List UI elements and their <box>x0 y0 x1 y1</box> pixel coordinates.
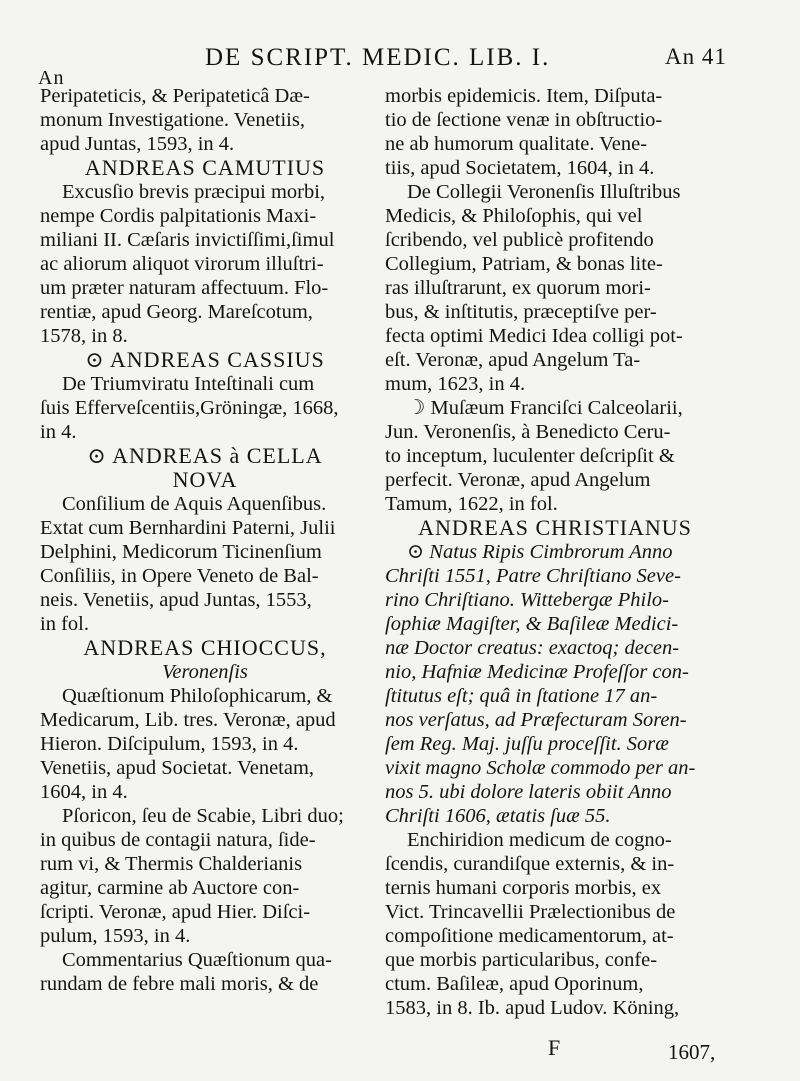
text-line: Vict. Trincavellii Prælectionibus de <box>385 901 676 923</box>
text-line: ſophiæ Magiſter, & Baſileæ Medici- <box>385 613 679 635</box>
running-head-title: DE SCRIPT. MEDIC. LIB. I. <box>205 44 551 71</box>
text-line: mum, 1623, in 4. <box>385 373 526 395</box>
text-line: Enchiridion medicum de cogno- <box>407 829 672 851</box>
text-line: Commentarius Quæſtionum qua- <box>62 949 332 971</box>
text-line: Excusſio brevis præcipui morbi, <box>62 181 326 203</box>
text-line: Conſiliis, in Opere Veneto de Bal- <box>40 565 319 587</box>
text-line: Medicarum, Lib. tres. Veronæ, apud <box>40 709 336 731</box>
text-line: næ Doctor creatus: exactoq; decen- <box>385 637 680 659</box>
text-line: monum Investigatione. Venetiis, <box>40 109 305 131</box>
text-line: vixit magno Scholæ commodo per an- <box>385 757 696 779</box>
author-heading: ANDREAS CHIOCCUS, <box>83 635 327 660</box>
text-line: um præter naturam affectuum. Flo- <box>40 277 329 299</box>
text-line: Conſilium de Aquis Aquenſibus. <box>62 493 327 515</box>
catchword: 1607, <box>668 1040 716 1064</box>
text-line: Jun. Veronenſis, à Benedicto Ceru- <box>385 421 671 443</box>
text-line: Tamum, 1622, in fol. <box>385 493 558 515</box>
text-line: nos 5. ubi dolore lateris obiit Anno <box>385 781 672 803</box>
left-column <box>40 84 370 996</box>
text-line: in 4. <box>40 421 77 443</box>
text-line: compoſitione medicamentorum, at- <box>385 925 674 947</box>
text-line: 1604, in 4. <box>40 781 128 803</box>
text-line: nos verſatus, ad Præfecturam Soren- <box>385 709 687 731</box>
text-line: ternis humani corporis morbis, ex <box>385 877 662 899</box>
text-line: agitur, carmine ab Auctore con- <box>40 877 300 899</box>
text-line: ras illuſtrarunt, ex quorum mori- <box>385 277 651 299</box>
text-line: miliani II. Cæſaris invictiſſimi,ſimul <box>40 229 335 251</box>
text-line: in fol. <box>40 613 89 635</box>
text-line: Veronenſis <box>162 661 248 683</box>
running-head-left: An <box>38 67 65 89</box>
text-line: ctum. Baſileæ, apud Oporinum, <box>385 973 644 995</box>
running-head-page-number: An 41 <box>665 44 727 69</box>
text-line: De Triumviratu Inteſtinali cum <box>62 373 315 395</box>
text-line: Hieron. Diſcipulum, 1593, in 4. <box>40 733 299 755</box>
text-line: fecta optimi Medici Idea colligi pot- <box>385 325 683 347</box>
text-line: rino Chriſtiano. Wittebergæ Philo- <box>385 589 669 611</box>
text-line: bus, & inſtitutis, præceptiſve per- <box>385 301 657 323</box>
text-line: to inceptum, luculenter deſcripſit & <box>385 445 675 467</box>
text-line: De Collegii Veronenſis Illuſtribus <box>407 181 681 203</box>
text-line: perfecit. Veronæ, apud Angelum <box>385 469 651 491</box>
text-line: rentiæ, apud Georg. Mareſcotum, <box>40 301 313 323</box>
text-line: Quæſtionum Philoſophicarum, & <box>62 685 333 707</box>
author-heading: ⊙ ANDREAS CASSIUS <box>85 347 325 372</box>
right-column <box>385 84 725 1020</box>
text-line: ſuis Efferveſcentiis,Gröningæ, 1668, <box>40 397 339 419</box>
text-line: ⊙ Natus Ripis Cimbrorum Anno <box>407 541 673 563</box>
text-line: 1583, in 8. Ib. apud Ludov. Köning, <box>385 997 680 1019</box>
author-heading: NOVA <box>172 467 238 492</box>
text-line: ne ab humorum qualitate. Vene- <box>385 133 648 155</box>
text-line: Pſoricon, ſeu de Scabie, Libri duo; <box>62 805 344 827</box>
text-line: apud Juntas, 1593, in 4. <box>40 133 235 155</box>
text-line: Extat cum Bernhardini Paterni, Julii <box>40 517 336 539</box>
text-line: Venetiis, apud Societat. Venetam, <box>40 757 315 779</box>
text-line: Delphini, Medicorum Ticinenſium <box>40 541 322 563</box>
text-line: ac aliorum aliquot virorum illuſtri- <box>40 253 324 275</box>
text-line: que morbis particularibus, confe- <box>385 949 658 971</box>
text-line: Collegium, Patriam, & bonas lite- <box>385 253 663 275</box>
text-line: morbis epidemicis. Item, Diſputa- <box>385 85 663 107</box>
text-line: 1578, in 8. <box>40 325 128 347</box>
text-line: tio de ſectione venæ in obſtructio- <box>385 109 663 131</box>
text-line: ſem Reg. Maj. juſſu proceſſit. Soræ <box>385 733 669 755</box>
text-line: pulum, 1593, in 4. <box>40 925 191 947</box>
author-heading: ⊙ ANDREAS à CELLA <box>87 443 323 468</box>
text-line: rum vi, & Thermis Chalderianis <box>40 853 303 875</box>
text-line: Chriſti 1606, ætatis ſuæ 55. <box>385 805 611 827</box>
text-line: ſcripti. Veronæ, apud Hier. Diſci- <box>40 901 311 923</box>
text-line: Peripateticis, & Peripateticâ Dæ- <box>40 85 310 107</box>
text-line: Medicis, & Philoſophis, qui vel <box>385 205 643 227</box>
text-line: tiis, apud Societatem, 1604, in 4. <box>385 157 655 179</box>
author-heading: ANDREAS CHRISTIANUS <box>418 515 692 540</box>
text-line: eſt. Veronæ, apud Angelum Ta- <box>385 349 641 371</box>
text-line: in quibus de contagii natura, ſide- <box>40 829 316 851</box>
text-line: ☽ Muſæum Franciſci Calceolarii, <box>407 397 683 419</box>
text-line: nempe Cordis palpitationis Maxi- <box>40 205 317 227</box>
author-heading: ANDREAS CAMUTIUS <box>84 155 326 180</box>
signature-mark: F <box>548 1035 561 1060</box>
text-line: ſcendis, curandiſque externis, & in- <box>385 853 675 875</box>
text-line: rundam de febre mali moris, & de <box>40 973 319 995</box>
text-line: ſtitutus eſt; quâ in ſtatione 17 an- <box>385 685 658 707</box>
text-line: Chriſti 1551, Patre Chriſtiano Seve- <box>385 565 681 587</box>
text-line: ſcribendo, vel publicè profitendo <box>385 229 654 251</box>
text-line: neis. Venetiis, apud Juntas, 1553, <box>40 589 312 611</box>
text-line: nio, Hafniæ Medicinæ Profeſſor con- <box>385 661 689 683</box>
